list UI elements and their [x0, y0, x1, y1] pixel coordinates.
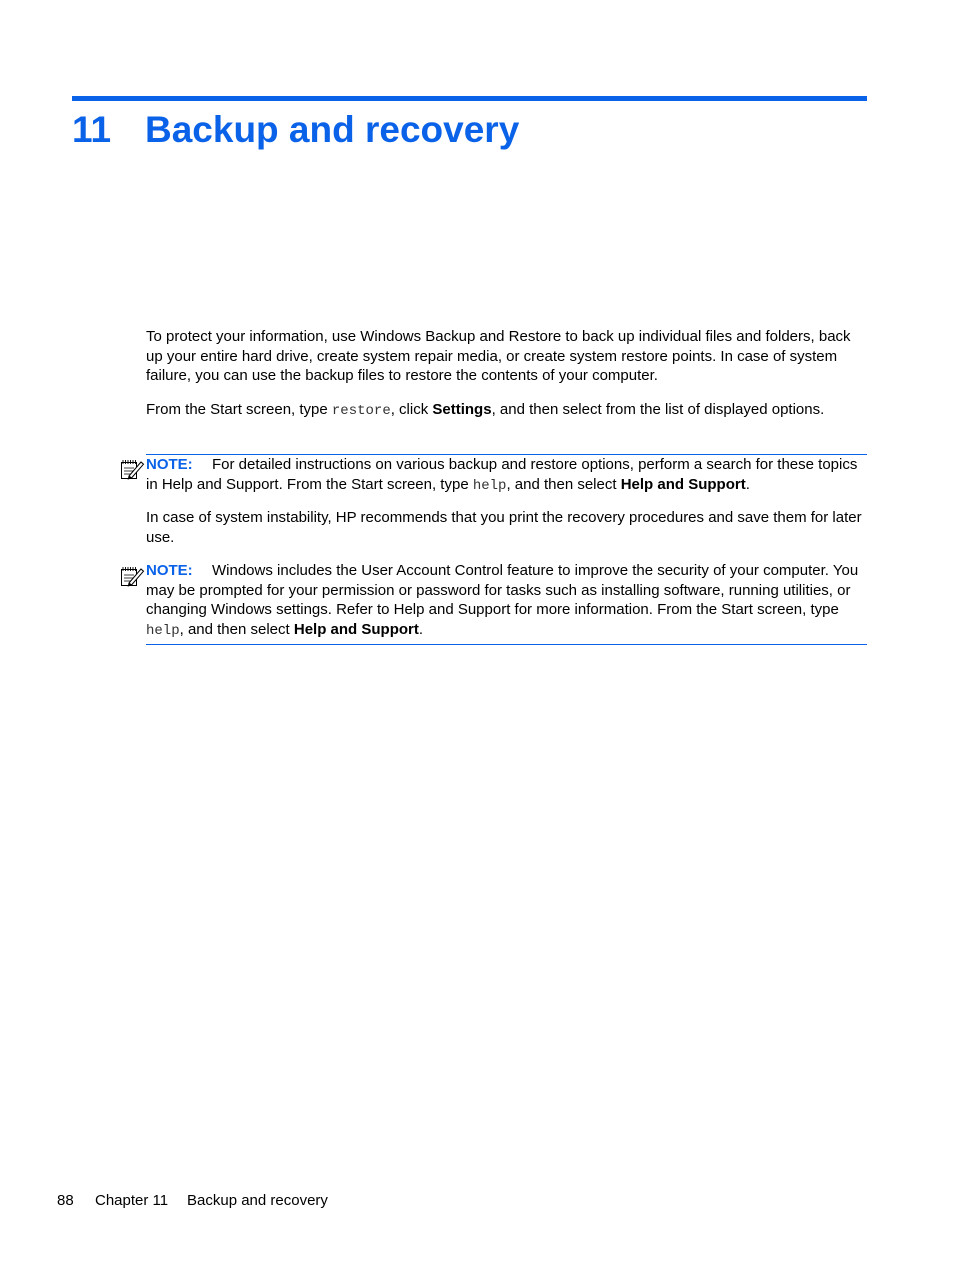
settings-term: Settings — [432, 401, 492, 418]
footer-chapter-title: Backup and recovery — [187, 1192, 328, 1209]
footer-chapter-label: Chapter 11 — [95, 1192, 169, 1209]
note-text-after: . — [418, 620, 424, 638]
page-footer — [57, 1191, 328, 1211]
help-command: help — [472, 477, 507, 494]
note-text-after: . — [745, 475, 750, 493]
chapter-title: Backup and recovery — [145, 109, 520, 150]
restore-command: restore — [331, 403, 391, 419]
page-number: 88 — [57, 1192, 74, 1209]
restore-text-before: From the Start screen, type — [146, 401, 332, 418]
note-label: NOTE: — [146, 562, 193, 579]
restore-text-after: , and then select from the list of displayed options. — [491, 401, 825, 418]
note-label: NOTE: — [146, 456, 193, 473]
note-pad-icon — [119, 564, 145, 588]
restore-text-middle: , click — [390, 401, 433, 418]
help-command: help — [146, 622, 180, 639]
note-text-middle: , and then select — [506, 475, 621, 493]
note-text-before: Windows includes the User Account Control feature to improve the security of your computer. You may be prompted for your permission or password for tasks such as installing software, running utilities, or changing Windows settings. Refer to Help and Support for more information. From the Start screen, type — [146, 562, 859, 618]
help-and-support-term: Help and Support — [293, 620, 419, 638]
note-pad-icon — [119, 457, 145, 481]
note-user-account-control — [146, 561, 867, 645]
instability-paragraph: In case of system instability, HP recommends that you print the recovery procedures and save them for later use. — [146, 509, 862, 546]
help-and-support-term: Help and Support — [620, 475, 746, 493]
note-text-before: For detailed instructions on various backup and restore options, perform a search for these topics in Help and Support. From the Start screen, type — [146, 456, 858, 493]
chapter-rule — [72, 96, 867, 101]
note-backup-options — [146, 454, 867, 496]
chapter-heading — [72, 106, 519, 154]
chapter-number: 11 — [72, 109, 112, 150]
restore-instructions-paragraph — [146, 400, 866, 422]
intro-paragraph: To protect your information, use Windows Backup and Restore to back up individual files and folders, back up your entire hard drive, create system repair media, or create system restore points. In case of system failure, you can use the backup files to restore the contents of your computer. — [146, 328, 851, 384]
note-text-middle: , and then select — [179, 620, 294, 638]
